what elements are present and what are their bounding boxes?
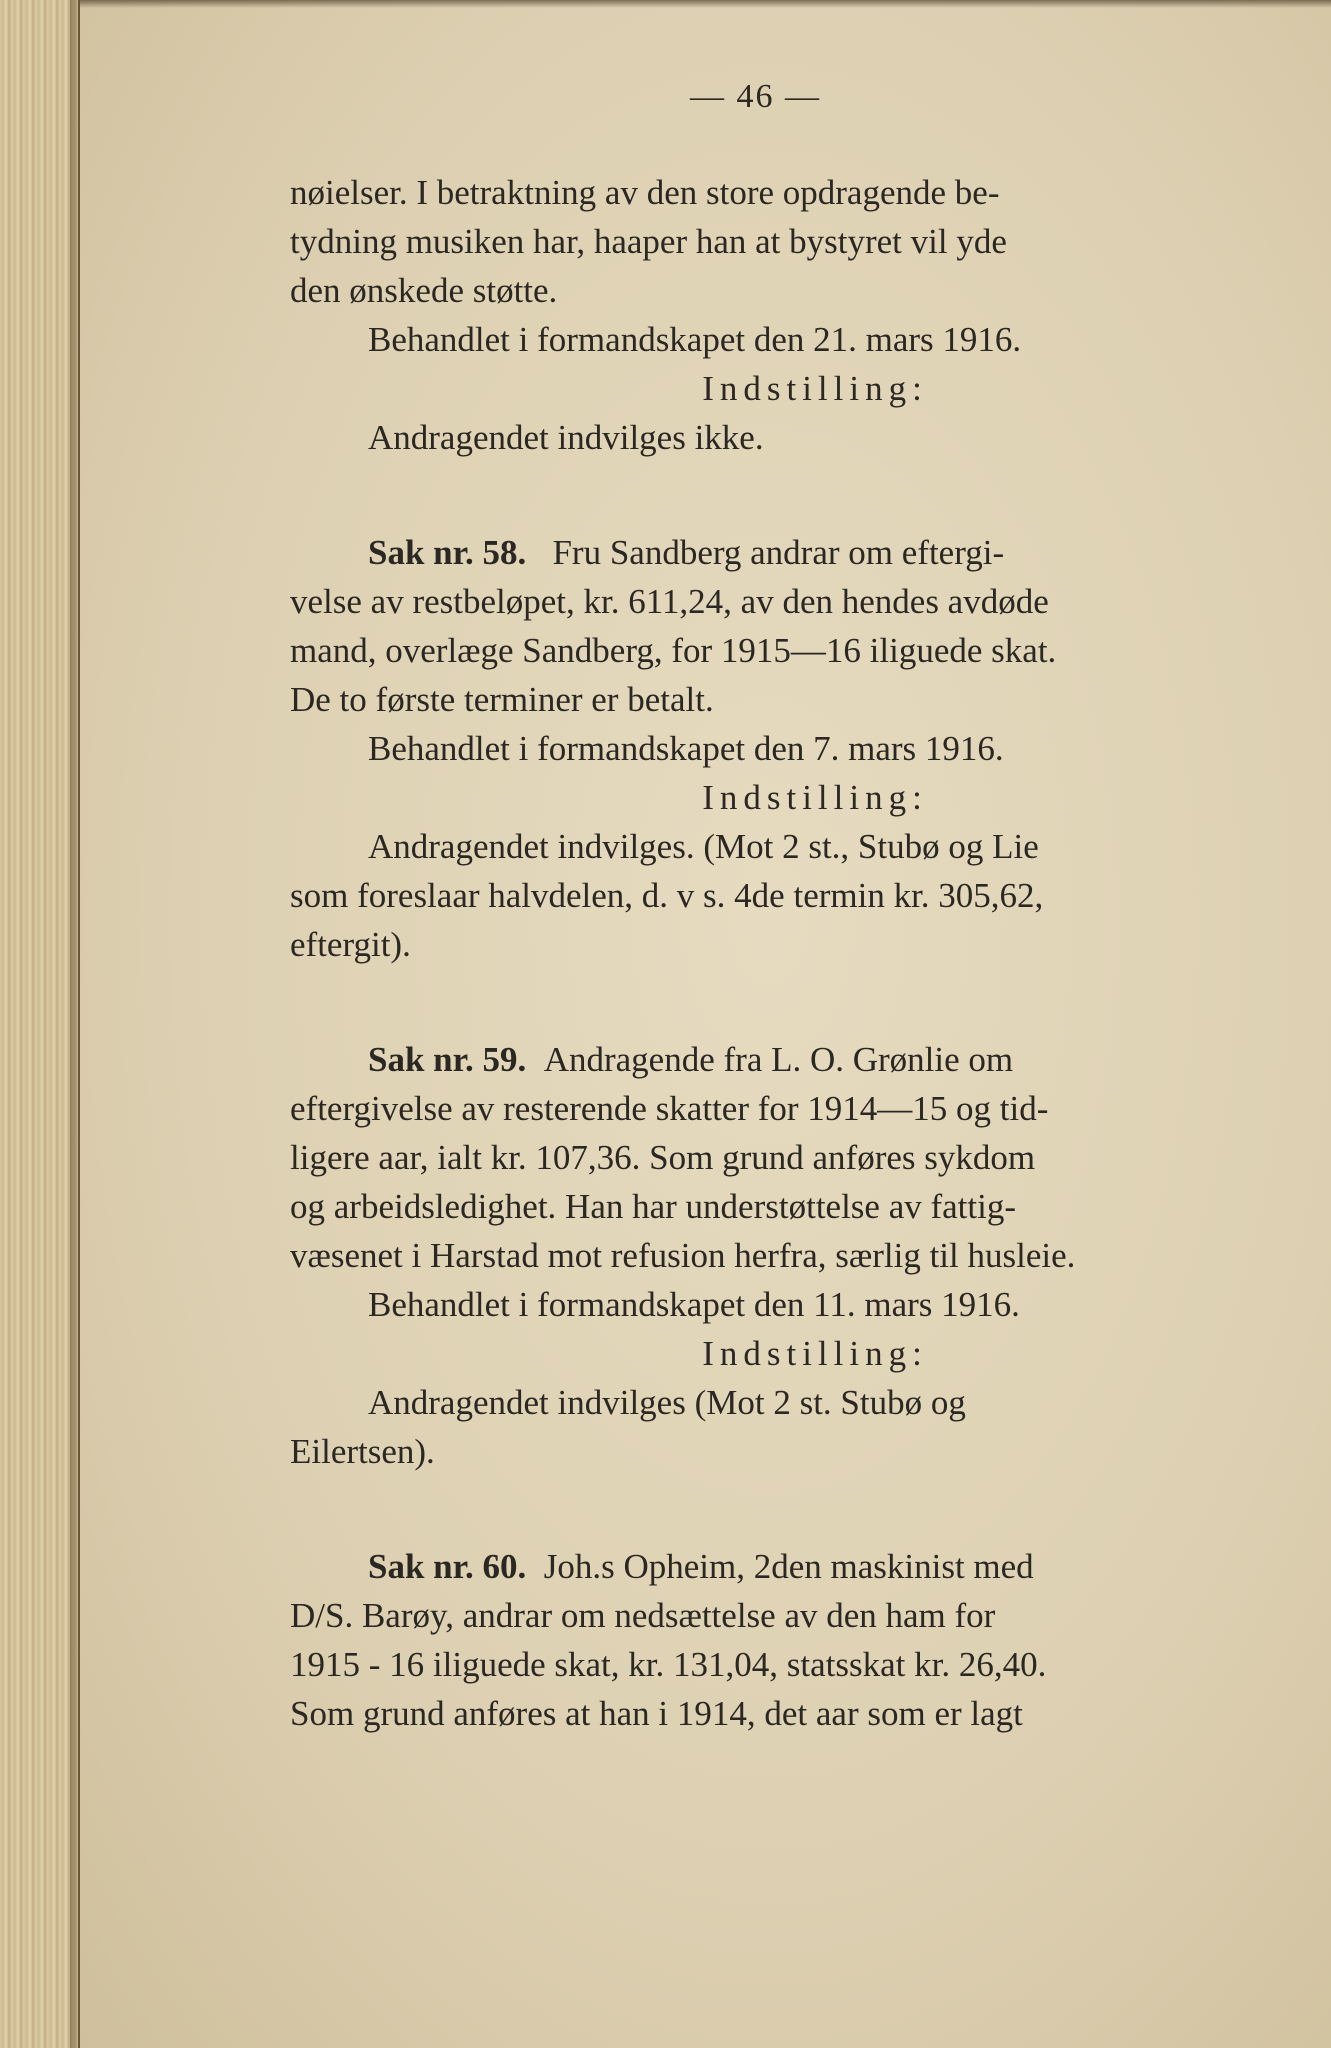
sak59-line-2: ligere aar, ialt kr. 107,36. Som grund anføres sykdom	[290, 1138, 1036, 1177]
intro-line-3: den ønskede støtte.	[290, 271, 558, 310]
page-number: — 46 —	[690, 78, 821, 115]
sak58-label: Sak nr. 58.	[368, 533, 527, 572]
sak58-first-line-rest: Fru Sandberg andrar om eftergi-	[552, 533, 1005, 572]
sak60-line-2: 1915 - 16 iliguede skat, kr. 131,04, statsskat kr. 26,40.	[290, 1645, 1047, 1684]
sak58-indstilling-line-1: Andragendet indvilges. (Mot 2 st., Stubø og Lie	[368, 827, 1039, 866]
sak59-indstilling-line-1: Andragendet indvilges (Mot 2 st. Stubø og	[368, 1383, 966, 1422]
sak59-label: Sak nr. 59.	[368, 1040, 527, 1079]
sak58-line-2: mand, overlæge Sandberg, for 1915—16 iliguede skat.	[290, 631, 1057, 670]
sak58-indstilling-line-2: som foreslaar halvdelen, d. v s. 4de termin kr. 305,62,	[290, 876, 1044, 915]
spacer	[290, 462, 1331, 528]
intro-indstilling-text: Andragendet indvilges ikke.	[368, 418, 764, 457]
sak58-indstilling-line-3: eftergit).	[290, 925, 411, 964]
sak59-indstilling-heading: Indstilling:	[702, 1334, 928, 1373]
sak59-line-1: eftergivelse av resterende skatter for 1914—15 og tid-	[290, 1089, 1049, 1128]
intro-indstilling-heading: Indstilling:	[702, 369, 928, 408]
sak59-behandlet: Behandlet i formandskapet den 11. mars 1916.	[368, 1285, 1020, 1324]
sak60-first-line	[290, 1542, 1331, 1591]
sak60-label: Sak nr. 60.	[368, 1547, 527, 1586]
sak59-indstilling-line-2: Eilertsen).	[290, 1432, 435, 1471]
sak58-behandlet: Behandlet i formandskapet den 7. mars 1916.	[368, 729, 1004, 768]
spacer	[290, 969, 1331, 1035]
page-text	[290, 168, 1331, 1738]
sak60-line-1: D/S. Barøy, andrar om nedsættelse av den ham for	[290, 1596, 996, 1635]
sak59-first-line	[290, 1035, 1331, 1084]
top-shadow	[80, 0, 1331, 8]
intro-line-2: tydning musiken har, haaper han at bystyret vil yde	[290, 222, 1007, 261]
sak59-line-4: væsenet i Harstad mot refusion herfra, særlig til husleie.	[290, 1236, 1076, 1275]
intro-line-1: nøielser. I betraktning av den store opdragende be-	[290, 173, 1000, 212]
sak59-first-line-rest: Andragende fra L. O. Grønlie om	[543, 1040, 1014, 1079]
sak60-first-line-rest: Joh.s Opheim, 2den maskinist med	[543, 1547, 1034, 1586]
sak60-line-3: Som grund anføres at han i 1914, det aar som er lagt	[290, 1694, 1023, 1733]
intro-behandlet: Behandlet i formandskapet den 21. mars 1916.	[368, 320, 1022, 359]
sak59-line-3: og arbeidsledighet. Han har understøttelse av fattig-	[290, 1187, 1017, 1226]
book-page	[80, 0, 1331, 2048]
spacer	[290, 1476, 1331, 1542]
sak58-first-line	[290, 528, 1331, 577]
sak58-line-1: velse av restbeløpet, kr. 611,24, av den hendes avdøde	[290, 582, 1049, 621]
sak58-indstilling-heading: Indstilling:	[702, 778, 928, 817]
book-page-edges	[0, 0, 78, 2048]
sak58-line-3: De to første terminer er betalt.	[290, 680, 714, 719]
